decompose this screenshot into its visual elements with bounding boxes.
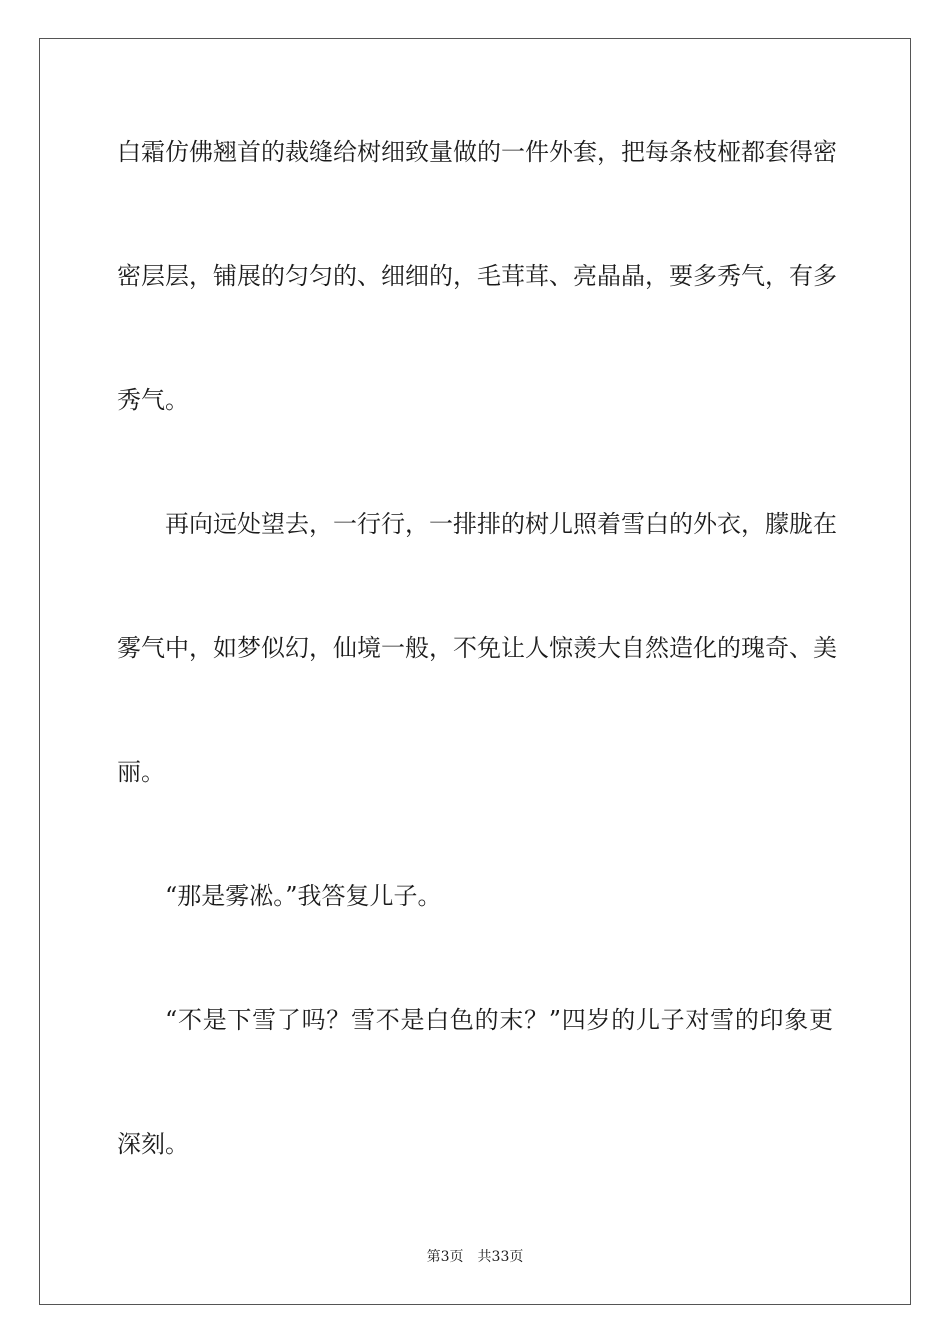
paragraph-line: 白霜仿佛翘首的裁缝给树细致量做的一件外套，把每条枝桠都套得密	[117, 138, 837, 166]
page-total: 共33页	[477, 1249, 524, 1265]
paragraph-line: “不是下雪了吗？雪不是白色的末？”四岁的儿子对雪的印象更	[165, 1006, 833, 1034]
paragraph-line: 雾气中，如梦似幻，仙境一般，不免让人惊羡大自然造化的瑰奇、美	[117, 634, 837, 662]
paragraph-line: “那是雾凇。”我答复儿子。	[165, 882, 442, 910]
paragraph-line: 秀气。	[117, 386, 189, 414]
paragraph-line: 丽。	[117, 758, 165, 786]
paragraph-line: 再向远处望去，一行行，一排排的树儿照着雪白的外衣，朦胧在	[165, 510, 837, 538]
page-frame	[39, 38, 911, 1305]
page-footer	[0, 1248, 950, 1266]
page-number: 第3页	[426, 1249, 464, 1265]
paragraph-line: 密层层，铺展的匀匀的、细细的，毛茸茸、亮晶晶，要多秀气，有多	[117, 262, 837, 290]
paragraph-line: 深刻。	[117, 1130, 189, 1158]
